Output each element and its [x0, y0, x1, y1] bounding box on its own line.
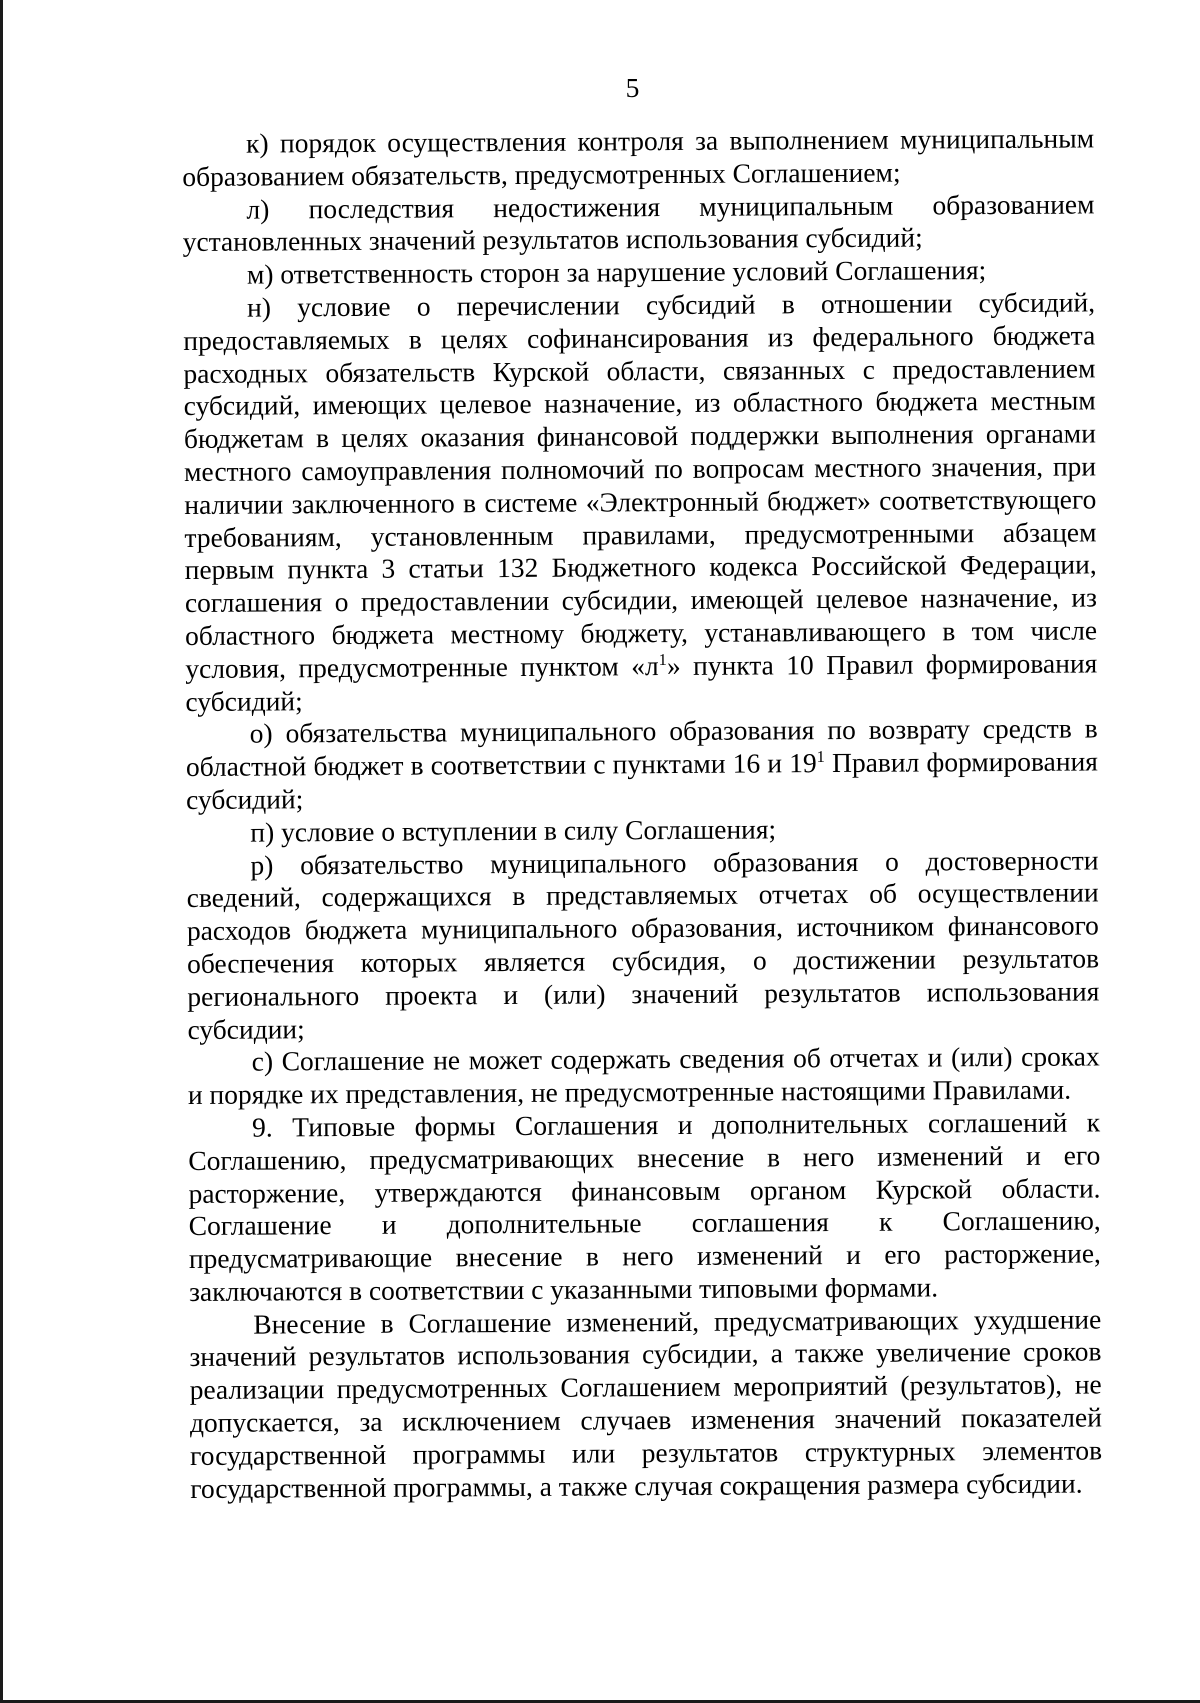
item-l: л) последствия недостижения муниципальным образованием установленных значений результатов использования субсидий; — [182, 188, 1095, 258]
paragraph-changes: Внесение в Соглашение изменений, предусматривающих ухудшение значений результатов использования субсидии, а также увеличение сроков реализации предусмотренных Соглашением мероприятий (результатов), не допускается, за исключением случаев изменения значений показателей государственной программы или результатов структурных элементов государственной программы, а также случая сокращения размера субсидии. — [189, 1303, 1103, 1504]
item-o-text-end: Правил формирования субсидий; — [186, 745, 1098, 815]
item-m: м) ответственность сторон за нарушение условий Соглашения; — [246, 254, 987, 290]
item-r: р) обязательство муниципального образования о достоверности сведений, содержащихся в представляемых отчетах об осуществлении расходов бюджета муниципального образования, источником финансового обеспечения которых является субсидия, о достижении результатов регионального проекта и (или) значений результатов использования субсидии; — [186, 843, 1100, 1045]
item-n — [183, 286, 1098, 718]
item-s: с) Соглашение не может содержать сведения об отчетах и (или) сроках и порядке их представления, не предусмотренные настоящими Правилами. — [187, 1040, 1100, 1111]
item-n-text: н) условие о перечислении субсидий в отношении субсидий, предоставляемых в целях софинансирования из федерального бюджета расходных обязательств Курской области, связанных с предоставлением субсидий, имеющих целевое назначение, из областного бюджета местным бюджетам в целях оказания финансовой поддержки выполнения органами местного самоуправления полномочий по вопросам местного значения, при наличии заключенного в системе «Электронный бюджет» соответствующего требованиям, установленным правилами, предусмотренными абзацем первым пункта 3 статьи 132 Бюджетного кодекса Российской Федерации, соглашения о предоставлении субсидии, имеющей целевое назначение, из областного бюджета местному бюджету, устанавливающего в том числе условия, предусмотренные пунктом «л — [183, 286, 1098, 684]
item-k: к) порядок осуществления контроля за выполнением муниципальным образованием обязательств, предусмотренных Соглашением; — [182, 122, 1095, 192]
page-number: 5 — [625, 72, 640, 103]
scan-left-border — [0, 0, 3, 1703]
document-body — [182, 122, 1102, 1505]
item-n-text-end: » пункта 10 Правил формирования субсидий; — [185, 647, 1098, 717]
item-o-text: о) обязательства муниципального образования по возврату средств в областной бюджет в соответствии с пунктами 16 и 19 — [185, 712, 1098, 783]
paragraph-9: 9. Типовые формы Соглашения и дополнительных соглашений к Соглашению, предусматривающих внесение в него изменений и его расторжение, утверждаются финансовым органом Курской области. Соглашение и дополнительные соглашения к Соглашению, предусматривающие внесение в него изменений и его расторжение, заключаются в соответствии с указанными типовыми формами. — [188, 1106, 1101, 1307]
item-p: п) условие о вступлении в силу Соглашения; — [250, 813, 777, 848]
item-n-superscript: 1 — [658, 649, 667, 669]
item-o-superscript: 1 — [816, 747, 825, 767]
item-o — [186, 713, 1099, 817]
